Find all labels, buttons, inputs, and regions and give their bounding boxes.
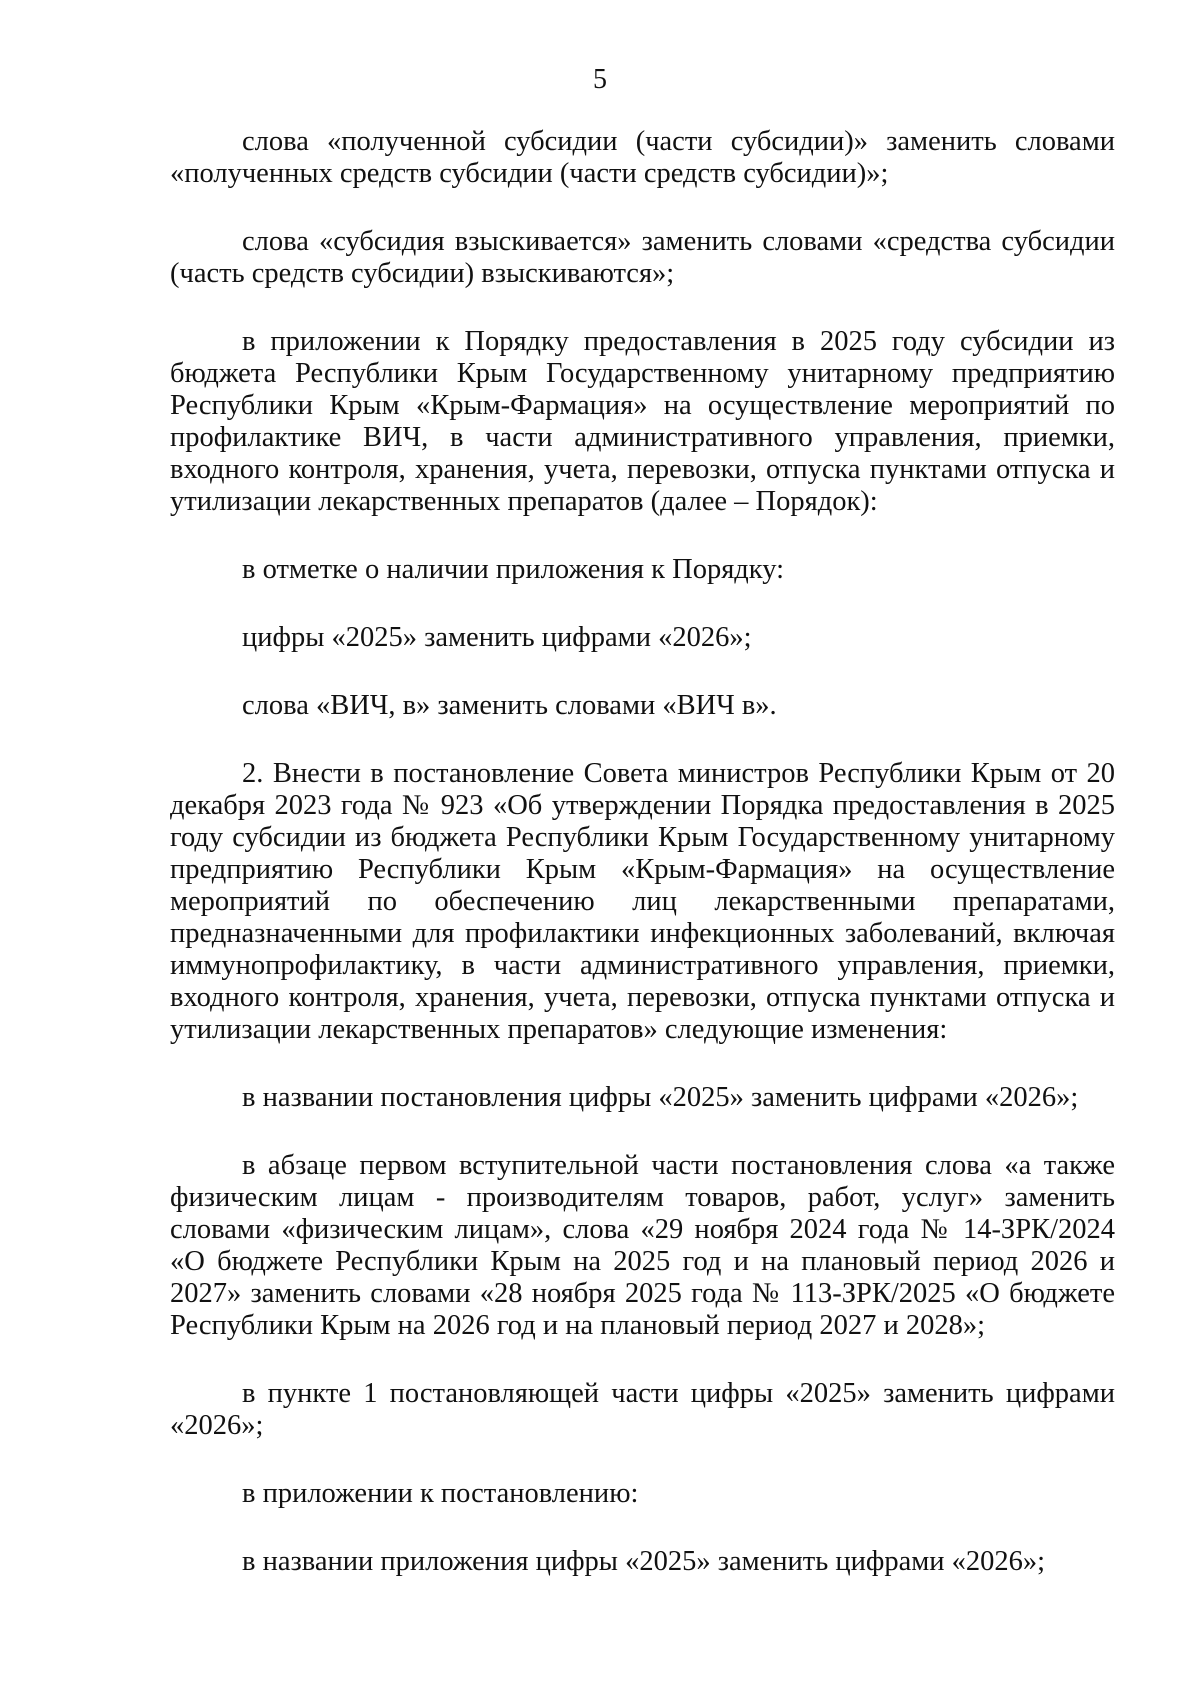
paragraph-5: цифры «2025» заменить цифрами «2026»; [242,622,752,653]
paragraph-10: в пункте 1 постановляющей части цифры «2025» заменить цифрами «2026»; [170,1378,1115,1441]
paragraph-12: в названии приложения цифры «2025» заменить цифрами «2026»; [242,1546,1046,1577]
page-number: 5 [593,64,607,95]
paragraph-8: в названии постановления цифры «2025» заменить цифрами «2026»; [242,1082,1079,1113]
paragraph-11: в приложении к постановлению: [242,1478,639,1509]
paragraph-2: слова «субсидия взыскивается» заменить словами «средства субсидии (часть средств субсидии) взыскиваются»; [170,226,1115,289]
paragraph-7: 2. Внести в постановление Совета министров Республики Крым от 20 декабря 2023 года № 923 «Об утверждении Порядка предоставления в 2025 году субсидии из бюджета Республики Крым Государственному унитарному предприятию Республики Крым «Крым-Фармация» на осуществление мероприятий по обеспечению лиц лекарственными препаратами, предназначенными для профилактики инфекционных заболеваний, включая иммунопрофилактику, в части административного управления, приемки, входного контроля, хранения, учета, перевозки, отпуска пунктами отпуска и утилизации лекарственных препаратов» следующие изменения: [170,758,1115,1045]
paragraph-9: в абзаце первом вступительной части постановления слова «а также физическим лицам - производителям товаров, работ, услуг» заменить словами «физическим лицам», слова «29 ноября 2024 года № 14-ЗРК/2024 «О бюджете Республики Крым на 2025 год и на плановый период 2026 и 2027» заменить словами «28 ноября 2025 года № 113-ЗРК/2025 «О бюджете Республики Крым на 2026 год и на плановый период 2027 и 2028»; [170,1150,1115,1341]
paragraph-3: в приложении к Порядку предоставления в 2025 году субсидии из бюджета Республики Крым Государственному унитарному предприятию Республики Крым «Крым-Фармация» на осуществление мероприятий по профилактике ВИЧ, в части административного управления, приемки, входного контроля, хранения, учета, перевозки, отпуска пунктами отпуска и утилизации лекарственных препаратов (далее – Порядок): [170,326,1115,517]
paragraph-1: слова «полученной субсидии (части субсидии)» заменить словами «полученных средств субсидии (части средств субсидии)»; [170,126,1115,189]
paragraph-6: слова «ВИЧ, в» заменить словами «ВИЧ в». [242,690,777,721]
document-body [170,126,1115,1614]
paragraph-4: в отметке о наличии приложения к Порядку: [242,554,785,585]
